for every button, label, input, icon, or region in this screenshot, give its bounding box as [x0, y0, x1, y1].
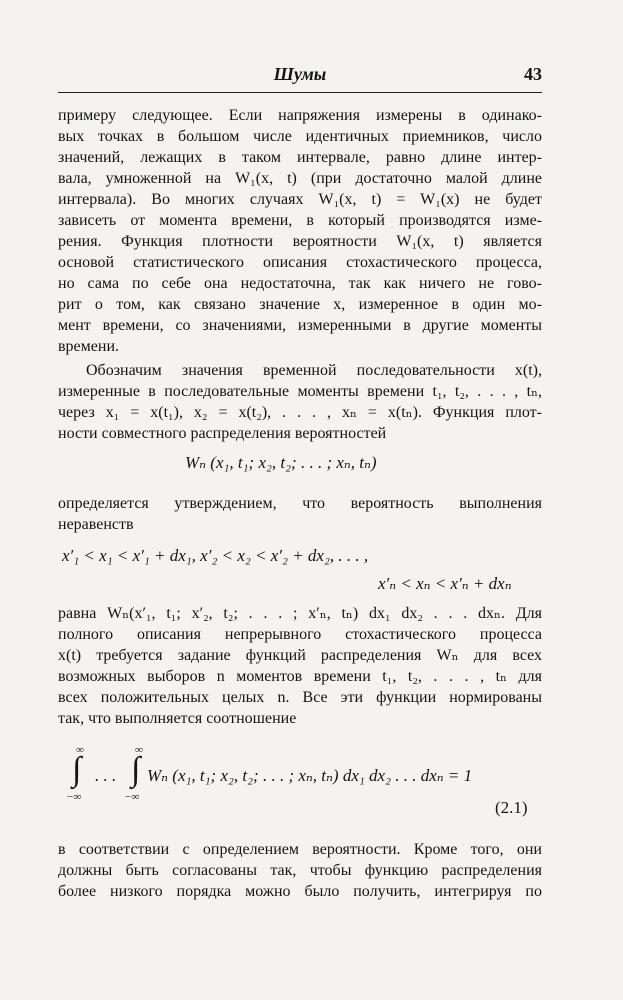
integral-sign-2: ∫ — [131, 751, 141, 788]
text-line: более низкого порядка можно было получить, интегрируя по — [58, 883, 542, 900]
text-line: основой статистического описания стохастического процесса, — [58, 254, 542, 271]
text-line: мент времени, со значениями, измеренными в другие моменты — [58, 317, 542, 334]
inequalities-line-2: x′ₙ < xₙ < x′ₙ + dxₙ — [378, 574, 512, 593]
integrand: Wₙ (x₁, t₁; x₂, t₂; . . . ; xₙ, tₙ) dx₁ dx₂ . . . dxₙ = 1 — [147, 766, 473, 785]
text-line: рения. Функция плотности вероятности W₁(x, t) является — [58, 233, 542, 250]
integral-dots: . . . — [95, 766, 117, 785]
text-line: через x₁ = x(t₁), x₂ = x(t₂), . . . , xₙ = x(tₙ). Функция плот- — [58, 404, 542, 421]
text-line: примеру следующее. Если напряжения измерены в одинако- — [58, 107, 542, 124]
text-line: но сама по себе она недостаточна, так как ничего не гово- — [58, 275, 542, 292]
text-line: вых точках в большом числе идентичных приемников, число — [58, 128, 542, 145]
text-line: зависеть от момента времени, в который производятся изме- — [58, 212, 542, 229]
integral-sign-1: ∫ — [72, 751, 82, 788]
text-line: значений, лежащих в таком интервале, равно длине интер- — [58, 149, 542, 166]
equation-number: (2.1) — [495, 798, 528, 817]
text-line: определяется утверждением, что вероятность выполнения — [58, 495, 542, 512]
joint-density-formula: Wₙ (x₁, t₁; x₂, t₂; . . . ; xₙ, tₙ) — [185, 453, 377, 472]
text-line: полного описания непрерывного стохастического процесса — [58, 626, 542, 643]
inequalities-line-1: x′₁ < x₁ < x′₁ + dx₁, x′₂ < x₂ < x′₂ + dx₂, . . . , — [62, 546, 369, 565]
page-number: 43 — [524, 64, 542, 84]
text-line: неравенств — [58, 516, 134, 533]
page-header — [58, 64, 542, 94]
text-line: должны быть согласованы так, чтобы функцию распределения — [58, 862, 542, 879]
lower-limit-1: −∞ — [66, 791, 82, 803]
text-line: интервала). Во многих случаях W₁(x, t) = W₁(x) не будет — [58, 191, 542, 208]
upper-limit-1: ∞ — [76, 744, 84, 756]
text-line: так, что выполняется соотношение — [58, 710, 297, 727]
running-title: Шумы — [273, 64, 327, 84]
text-line: равна Wₙ(x′₁, t₁; x′₂, t₂; . . . ; x′ₙ, tₙ) dx₁ dx₂ . . . dxₙ. Для — [58, 605, 542, 622]
text-line: возможных выборов n моментов времени t₁, t₂, . . . , tₙ для — [58, 668, 542, 685]
text-line: всех положительных целых n. Все эти функции нормированы — [58, 689, 542, 706]
header-rule — [58, 92, 542, 93]
text-line: ности совместного распределения вероятностей — [58, 425, 387, 442]
text-line: вала, умноженной на W₁(x, t) (при достаточно малой длине — [58, 170, 542, 187]
lower-limit-2: −∞ — [124, 791, 140, 803]
text-line: рит о том, как связано значение x, измеренное в один мо- — [58, 296, 542, 313]
text-line: измеренные в последовательные моменты времени t₁, t₂, . . . , tₙ, — [58, 383, 542, 400]
upper-limit-2: ∞ — [135, 744, 143, 756]
text-line: времени. — [58, 338, 120, 355]
text-line: x(t) требуется задание функций распределения Wₙ для всех — [58, 647, 542, 664]
text-line: Обозначим значения временной последовательности x(t), — [86, 362, 542, 379]
text-line: в соответствии с определением вероятности. Кроме того, они — [58, 841, 542, 858]
